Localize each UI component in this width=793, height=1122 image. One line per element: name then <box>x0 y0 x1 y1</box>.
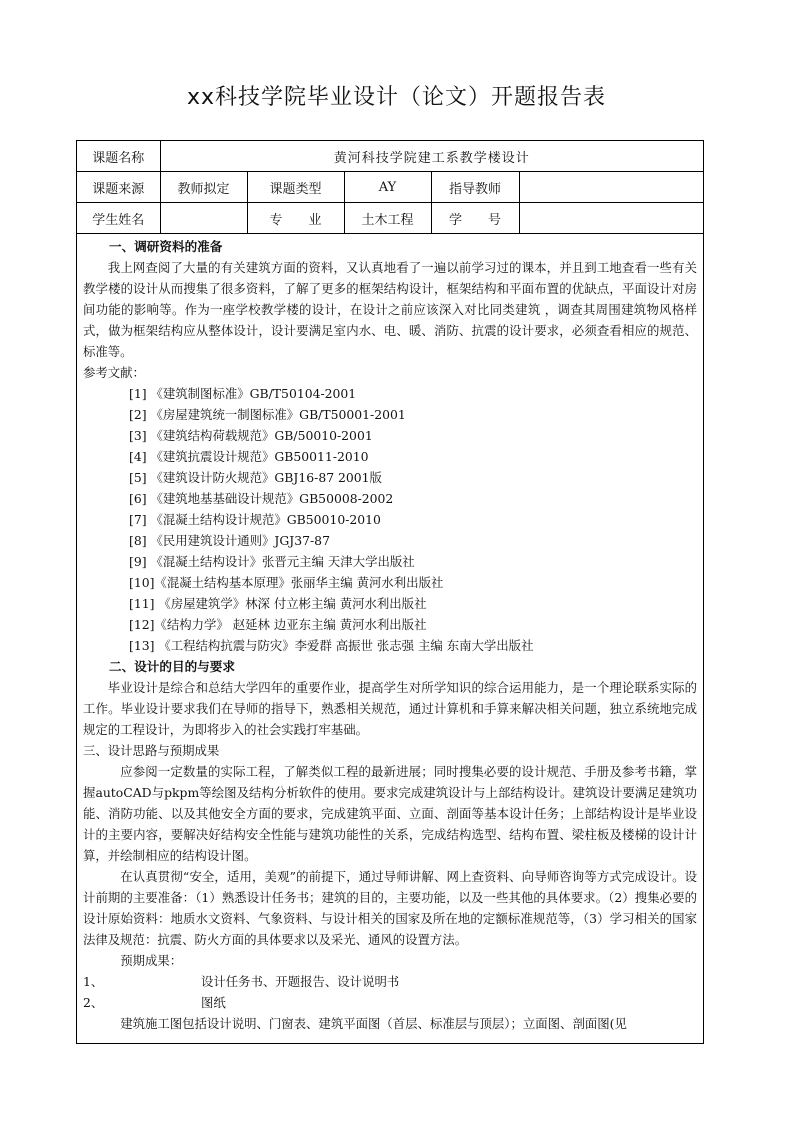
advisor-value <box>519 172 703 203</box>
topic-name-row <box>77 141 703 172</box>
reference-item: [5] 《建筑设计防火规范》GBJ16-87 2001版 <box>129 470 382 485</box>
references-label: 参考文献： <box>83 365 145 380</box>
expected-item-number: 1、 <box>83 974 104 989</box>
section3-paragraph-2: 在认真贯彻“安全，适用，美观”的前提下，通过导师讲解、网上查资料、向导师咨询等方式完成设计。设计前期的主要准备：（1）熟悉设计任务书；建筑的目的，主要功能，以及一些其他的具体要求。（2）搜集必要的设计原始资料：地质水文资料、气象资料、与设计相关的国家及所在地的定额标准规范等，（3）学习相关的国家法律及规范：抗震、防火方面的具体要求以及采光、通风的设置方法。 <box>83 869 697 947</box>
section2-paragraph: 毕业设计是综合和总结大学四年的重要作业，提高学生对所学知识的综合运用能力，是一个理论联系实际的工作。毕业设计要求我们在导师的指导下，熟悉相关规范，通过计算机和手算来解决相关问题，独立系统地完成规定的工程设计，为即将步入的社会实践打牢基础。 <box>83 680 697 737</box>
reference-item: [2] 《房屋建筑统一制图标准》GB/T50001-2001 <box>129 407 406 422</box>
major-label: 专 业 <box>247 203 344 234</box>
reference-item: [6] 《建筑地基基础设计规范》GB50008-2002 <box>129 491 394 506</box>
report-body <box>77 234 703 1034</box>
reference-item: [7] 《混凝土结构设计规范》GB50010-2010 <box>129 512 381 527</box>
drawings-description: 建筑施工图包括设计说明、门窗表、建筑平面图（首层、标准层与顶层）；立面图、剖面图(见 <box>120 1016 627 1031</box>
topic-source-row <box>77 172 703 203</box>
reference-item: [9] 《混凝土结构设计》张晋元主编 天津大学出版社 <box>129 554 415 569</box>
student-name-value <box>160 203 247 234</box>
page-title: xx科技学院毕业设计（论文）开题报告表 <box>186 85 607 110</box>
report-form <box>76 140 704 1044</box>
header-table <box>77 141 703 234</box>
expected-item-text: 图纸 <box>201 995 226 1010</box>
expected-item-text: 设计任务书、开题报告、设计说明书 <box>201 974 400 989</box>
expected-results-label: 预期成果： <box>120 953 183 968</box>
section1-paragraph: 我上网查阅了大量的有关建筑方面的资料，又认真地看了一遍以前学习过的课本，并且到工地查看一些有关教学楼的设计从而搜集了很多资料，了解了更多的框架结构设计，框架结构和平面布置的优缺点，平面设计对房间功能的影响等。作为一座学校教学楼的设计，在设计之前应该深入对比同类建筑 ，调查其周围建筑物风格样式，做为框架结构应从整体设计，设计要满足室内水、电、暖、消防、抗震的设计要求，必须查看相应的规范、标准等。 <box>83 260 697 359</box>
topic-source-label: 课题来源 <box>77 172 160 203</box>
student-name-label: 学生姓名 <box>77 203 160 234</box>
major-value: 土木工程 <box>344 203 431 234</box>
student-id-value <box>519 203 703 234</box>
topic-type-label: 课题类型 <box>247 172 344 203</box>
reference-item: [1] 《建筑制图标准》GB/T50104-2001 <box>129 386 357 401</box>
expected-item-number: 2、 <box>83 995 104 1010</box>
student-id-label: 学 号 <box>431 203 519 234</box>
topic-source-value: 教师拟定 <box>160 172 247 203</box>
section3-paragraph-1: 应参阅一定数量的实际工程，了解类似工程的最新进展；同时搜集必要的设计规范、手册及参考书籍，掌握autoCAD与pkpm等绘图及结构分析软件的使用。要求完成建筑设计与上部结构设计。建筑设计要满足建筑功能、消防功能、以及其他安全方面的要求，完成建筑平面、立面、剖面等基本设计任务；上部结构设计是毕业设计的主要内容，要解决好结构安全性能与建筑功能性的关系，完成结构选型、结构布置、梁柱板及楼梯的设计计算，并绘制相应的结构设计图。 <box>83 764 697 863</box>
reference-item: [13] 《工程结构抗震与防灾》李爱群 高振世 张志强 主编 东南大学出版社 <box>129 638 534 653</box>
expected-item <box>83 971 697 992</box>
section3-heading: 三、设计思路与预期成果 <box>83 743 220 758</box>
topic-type-value: AY <box>344 172 431 203</box>
reference-item: [11] 《房屋建筑学》林深 付立彬主编 黄河水利出版社 <box>129 596 427 611</box>
topic-name-value: 黄河科技学院建工系教学楼设计 <box>160 141 703 172</box>
reference-item: [3] 《建筑结构荷载规范》GB/50010-2001 <box>129 428 373 443</box>
expected-item <box>83 992 697 1013</box>
advisor-label: 指导教师 <box>431 172 519 203</box>
references-list <box>83 383 697 656</box>
topic-name-label: 课题名称 <box>77 141 160 172</box>
section1-heading: 一、调研资料的准备 <box>109 239 223 254</box>
reference-item: [10]《混凝土结构基本原理》张丽华主编 黄河水利出版社 <box>129 575 444 590</box>
reference-item: [12]《结构力学》 赵延林 边亚东主编 黄河水利出版社 <box>129 617 427 632</box>
reference-item: [4] 《建筑抗震设计规范》GB50011-2010 <box>129 449 369 464</box>
section2-heading: 二、设计的目的与要求 <box>109 659 235 674</box>
student-row <box>77 203 703 234</box>
reference-item: [8] 《民用建筑设计通则》JGJ37-87 <box>129 533 330 548</box>
